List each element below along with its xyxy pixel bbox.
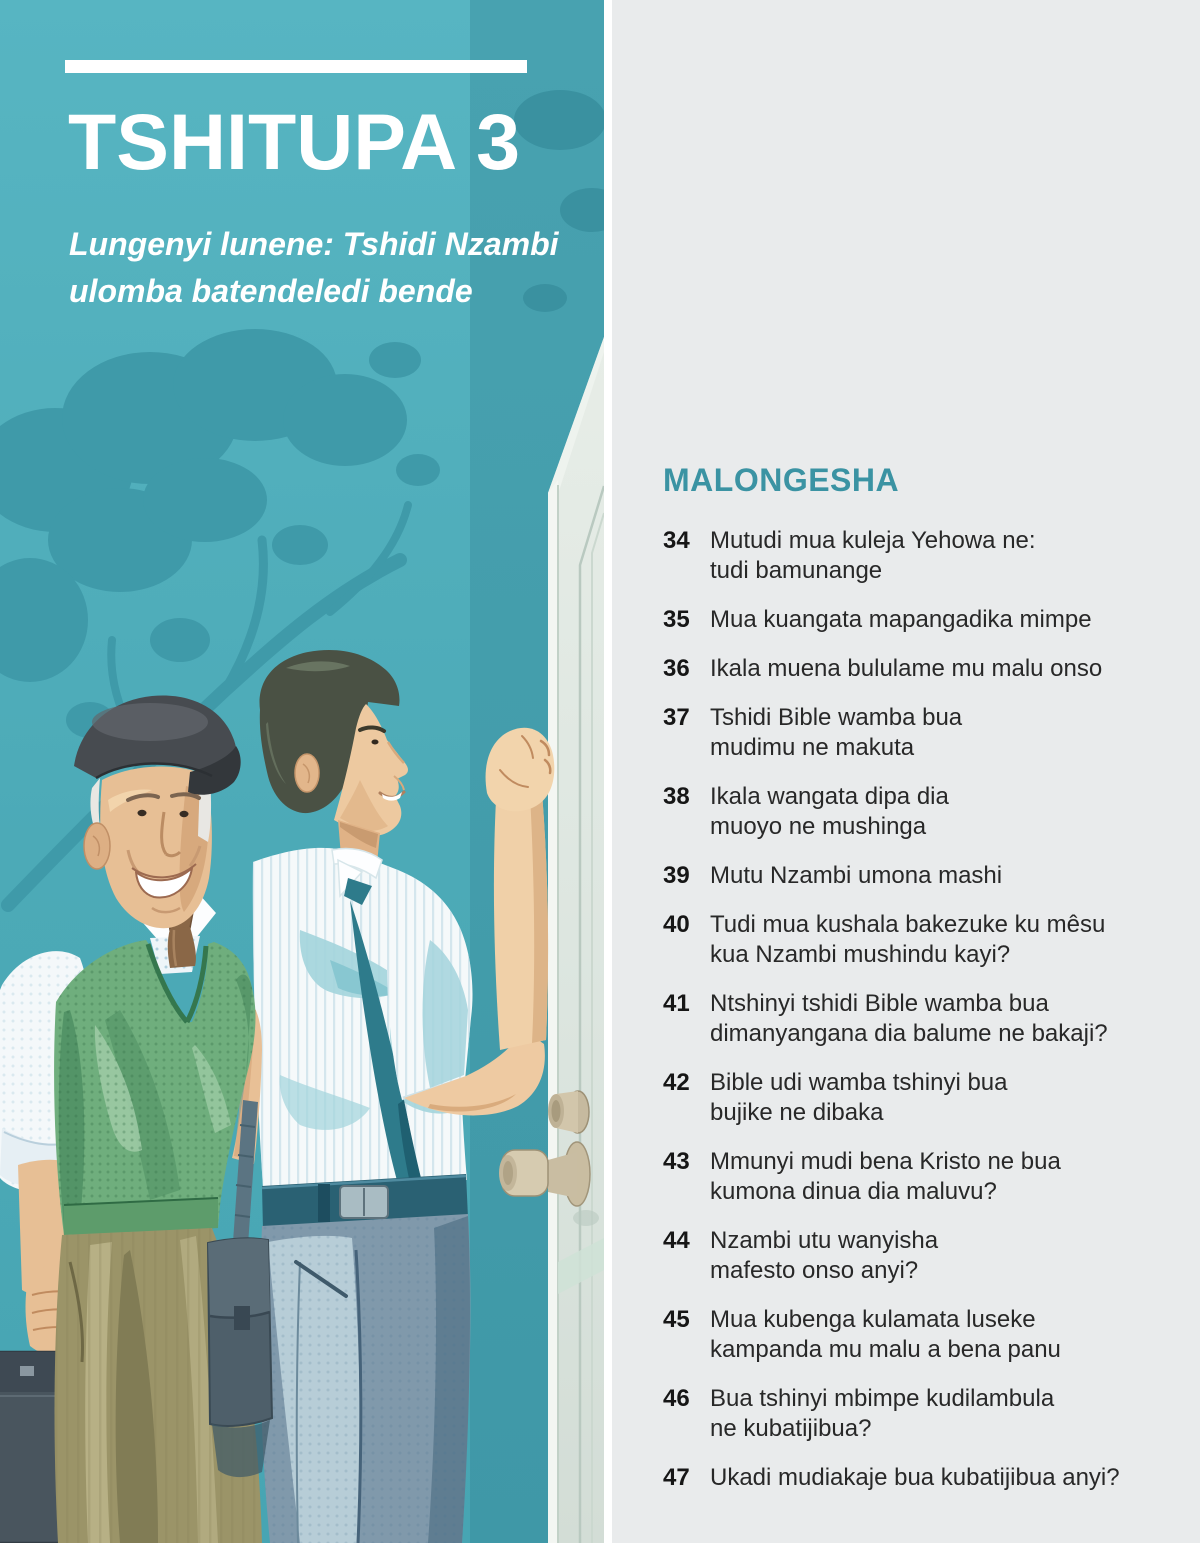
toc-item-44[interactable] — [663, 1226, 1172, 1286]
toc-item-title: Ikala muena bululame mu malu onso — [710, 655, 1103, 682]
door-leading-edge — [548, 480, 558, 1543]
toc-item-number: 36 — [663, 655, 690, 682]
toc-item-number: 45 — [663, 1306, 690, 1333]
toc-item-39[interactable] — [663, 861, 1172, 891]
toc-item-35[interactable] — [663, 605, 1172, 635]
toc-item-37[interactable] — [663, 703, 1172, 763]
page-subtitle-line1: Lungenyi lunene: Tshidi Nzambi — [69, 226, 559, 262]
toc-item-number: 39 — [663, 862, 690, 889]
toc-item-title: Mua kuangata mapangadika mimpe — [710, 606, 1092, 633]
toc-item-40[interactable] — [663, 910, 1172, 970]
page-subtitle — [69, 221, 599, 315]
toc-item-title: Mua kubenga kulamata luseke kampanda mu malu a bena panu — [710, 1306, 1061, 1363]
toc-item-title: Mutudi mua kuleja Yehowa ne: tudi bamunange — [710, 527, 1036, 584]
toc-item-title: Nzambi utu wanyisha mafesto onso anyi? — [710, 1227, 939, 1284]
toc-item-title: Ukadi mudiakaje bua kubatijibua anyi? — [710, 1464, 1120, 1491]
toc-item-number: 47 — [663, 1464, 690, 1491]
toc-item-41[interactable] — [663, 989, 1172, 1049]
toc-item-number: 46 — [663, 1385, 690, 1412]
toc-item-title: Ikala wangata dipa dia muoyo ne mushinga — [710, 783, 949, 840]
contents-heading: MALONGESHA — [663, 462, 900, 498]
toc-item-title: Bua tshinyi mbimpe kudilambula ne kubatijibua? — [710, 1385, 1055, 1442]
toc-item-number: 38 — [663, 783, 690, 810]
toc-item-number: 43 — [663, 1148, 690, 1175]
toc-item-46[interactable] — [663, 1384, 1172, 1444]
page-subtitle-line2: ulomba batendeledi bende — [69, 273, 473, 310]
toc-item-43[interactable] — [663, 1147, 1172, 1207]
toc-item-47[interactable] — [663, 1463, 1172, 1493]
toc-item-number: 40 — [663, 911, 690, 938]
contents-panel — [612, 0, 1200, 1543]
toc-item-title: Bible udi wamba tshinyi bua bujike ne dibaka — [710, 1069, 1008, 1126]
toc-item-title: Mmunyi mudi bena Kristo ne bua kumona dinua dia maluvu? — [710, 1148, 1061, 1205]
toc-item-36[interactable] — [663, 654, 1172, 684]
toc-item-number: 44 — [663, 1227, 690, 1254]
toc-item-number: 37 — [663, 704, 690, 731]
contents-list — [663, 526, 1172, 1493]
deadbolt-icon — [548, 1091, 589, 1133]
toc-item-45[interactable] — [663, 1305, 1172, 1365]
toc-item-34[interactable] — [663, 526, 1172, 586]
toc-item-title: Tudi mua kushala bakezuke ku mêsu kua Nzambi mushindu kayi? — [710, 911, 1106, 968]
toc-item-42[interactable] — [663, 1068, 1172, 1128]
toc-item-number: 41 — [663, 990, 690, 1017]
toc-item-title: Ntshinyi tshidi Bible wamba bua dimanyangana dia balume ne bakaji? — [710, 990, 1108, 1047]
page-title: TSHITUPA 3 — [68, 97, 521, 186]
toc-item-title: Tshidi Bible wamba bua mudimu ne makuta — [710, 704, 963, 761]
title-rule — [65, 60, 527, 73]
toc-item-title: Mutu Nzambi umona mashi — [710, 862, 1003, 889]
toc-item-number: 42 — [663, 1069, 690, 1096]
toc-item-number: 34 — [663, 527, 690, 554]
toc-item-38[interactable] — [663, 782, 1172, 842]
toc-item-number: 35 — [663, 606, 690, 633]
